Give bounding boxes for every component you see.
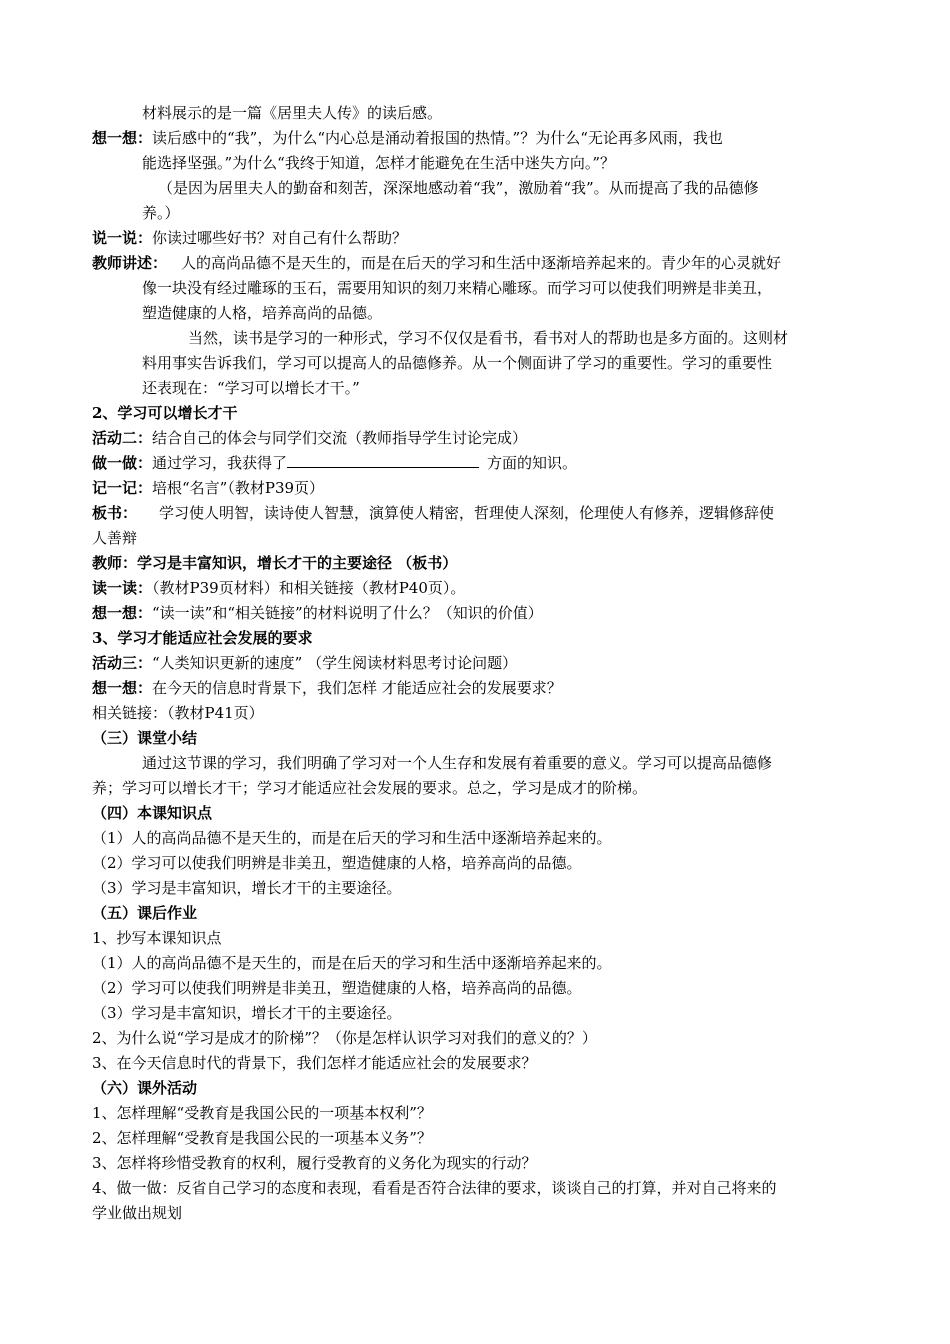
prompt-text: “读一读”和“相关链接”的材料说明了什么？（知识的价值） xyxy=(152,604,543,622)
prompt-label: 做一做： xyxy=(92,454,153,472)
prompt-text: 通过学习，我获得了 xyxy=(152,454,288,472)
paragraph-line: 塑造健康的人格，培养高尚的品德。 xyxy=(142,304,383,322)
prompt-line xyxy=(92,602,543,624)
prompt-text: 结合自己的体会与同学们交流（教师指导学生讨论完成） xyxy=(152,429,528,447)
list-item: （1）人的高尚品德不是天生的，而是在后天的学习和生活中逐渐培养起来的。 xyxy=(92,954,612,972)
prompt-line xyxy=(92,427,527,449)
prompt-label: 想一想： xyxy=(92,604,153,622)
section-heading: 3、学习才能适应社会发展的要求 xyxy=(92,629,313,647)
prompt-text: （教材P39页材料）和相关链接（教材P40页）。 xyxy=(152,579,466,597)
prompt-text: 你读过哪些好书？对自己有什么帮助？ xyxy=(152,229,408,247)
list-item: 3、怎样将珍惜受教育的权利，履行受教育的义务化为现实的行动？ xyxy=(92,1154,537,1172)
prompt-line xyxy=(92,677,562,699)
list-item: （2）学习可以使我们明辨是非美丑，塑造健康的人格，培养高尚的品德。 xyxy=(92,979,582,997)
paragraph-line: 当然，读书是学习的一种形式，学习不仅仅是看书，看书对人的帮助也是多方面的。这则材 xyxy=(188,329,789,347)
teacher-board-note: 教师：学习是丰富知识，增长才干的主要途径 （板书） xyxy=(92,554,458,572)
list-item: 1、抄写本课知识点 xyxy=(92,929,222,947)
list-item: （3）学习是丰富知识，增长才干的主要途径。 xyxy=(92,1004,402,1022)
prompt-text: 在今天的信息时背景下，我们怎样 才能适应社会的发展要求？ xyxy=(152,679,562,697)
prompt-line xyxy=(92,502,774,524)
prompt-line xyxy=(92,227,407,249)
prompt-label: 教师讲述： xyxy=(92,254,168,272)
paragraph-line: 还表现在：“学习可以增长才干。” xyxy=(142,379,360,397)
list-item: 2、为什么说“学习是成才的阶梯”？（你是怎样认识学习对我们的意义的？） xyxy=(92,1029,597,1047)
prompt-label: 想一想： xyxy=(92,679,153,697)
prompt-line xyxy=(92,127,723,149)
section-heading: （四）本课知识点 xyxy=(92,804,213,822)
prompt-label: 记一记： xyxy=(92,479,153,497)
prompt-text: 学习使人明智，读诗使人智慧，演算使人精密，哲理使人深刻，伦理使人有修养，逻辑修辞使 xyxy=(159,504,775,522)
list-item: （2）学习可以使我们明辨是非美丑，塑造健康的人格，培养高尚的品德。 xyxy=(92,854,582,872)
list-item: 3、在今天信息时代的背景下，我们怎样才能适应社会的发展要求？ xyxy=(92,1054,537,1072)
prompt-label: 活动二： xyxy=(92,429,153,447)
section-heading: （五）课后作业 xyxy=(92,904,198,922)
list-item: 4、做一做：反省自己学习的态度和表现，看看是否符合法律的要求，谈谈自己的打算，并对自己将来的 xyxy=(92,1179,777,1197)
prompt-text: 人的高尚品德不是天生的，而是在后天的学习和生活中逐渐培养起来的。青少年的心灵就好 xyxy=(181,254,782,272)
list-item: 2、怎样理解“受教育是我国公民的一项基本义务”？ xyxy=(92,1129,432,1147)
paragraph-line: 材料展示的是一篇《居里夫人传》的读后感。 xyxy=(142,104,443,122)
prompt-text: “人类知识更新的速度” （学生阅读材料思考讨论问题） xyxy=(152,654,518,672)
paragraph-line: 像一块没有经过雕琢的玉石，需要用知识的刻刀来精心雕琢。而学习可以使我们明辨是非美丑， xyxy=(142,279,773,297)
prompt-label: 板书： xyxy=(92,504,138,522)
prompt-label: 活动三： xyxy=(92,654,153,672)
list-item: （1）人的高尚品德不是天生的，而是在后天的学习和生活中逐渐培养起来的。 xyxy=(92,829,612,847)
paragraph-line: （是因为居里夫人的勤奋和刻苦，深深地感动着“我”，激励着“我”。从而提高了我的品德修 xyxy=(158,179,759,197)
prompt-line xyxy=(92,652,517,674)
prompt-label: 说一说： xyxy=(92,229,153,247)
prompt-line xyxy=(92,252,781,274)
paragraph-line: 养；学习可以增长才干；学习才能适应社会发展的要求。总之，学习是成才的阶梯。 xyxy=(92,779,648,797)
prompt-text: 培根“名言”（教材P39页） xyxy=(152,479,325,497)
prompt-line xyxy=(92,477,324,499)
paragraph-line: 通过这节课的学习，我们明确了学习对一个人生存和发展有着重要的意义。学习可以提高品德修 xyxy=(142,754,773,772)
section-heading: （三）课堂小结 xyxy=(92,729,198,747)
section-heading: 2、学习可以增长才干 xyxy=(92,404,238,422)
paragraph-line: 能选择坚强。”为什么“我终于知道，怎样才能避免在生活中迷失方向。”？ xyxy=(142,154,616,172)
prompt-text-end: 方面的知识。 xyxy=(487,454,578,472)
prompt-line xyxy=(92,577,465,599)
section-heading: （六）课外活动 xyxy=(92,1079,198,1097)
paragraph-line: 相关链接：（教材P41页） xyxy=(92,704,264,722)
paragraph-line: 料用事实告诉我们，学习可以提高人的品德修养。从一个侧面讲了学习的重要性。学习的重要性 xyxy=(142,354,773,372)
prompt-line xyxy=(92,452,577,474)
list-item: （3）学习是丰富知识，增长才干的主要途径。 xyxy=(92,879,402,897)
prompt-text: 读后感中的“我”，为什么“内心总是涌动着报国的热情。”？为什么“无论再多风雨，我也 xyxy=(152,129,723,147)
prompt-label: 读一读： xyxy=(92,579,153,597)
list-item: 学业做出规划 xyxy=(92,1204,183,1222)
paragraph-line: 人善辩 xyxy=(92,529,138,547)
answer-blank xyxy=(287,452,479,468)
paragraph-line: 养。） xyxy=(142,204,180,222)
list-item: 1、怎样理解“受教育是我国公民的一项基本权利”？ xyxy=(92,1104,432,1122)
prompt-label: 想一想： xyxy=(92,129,153,147)
